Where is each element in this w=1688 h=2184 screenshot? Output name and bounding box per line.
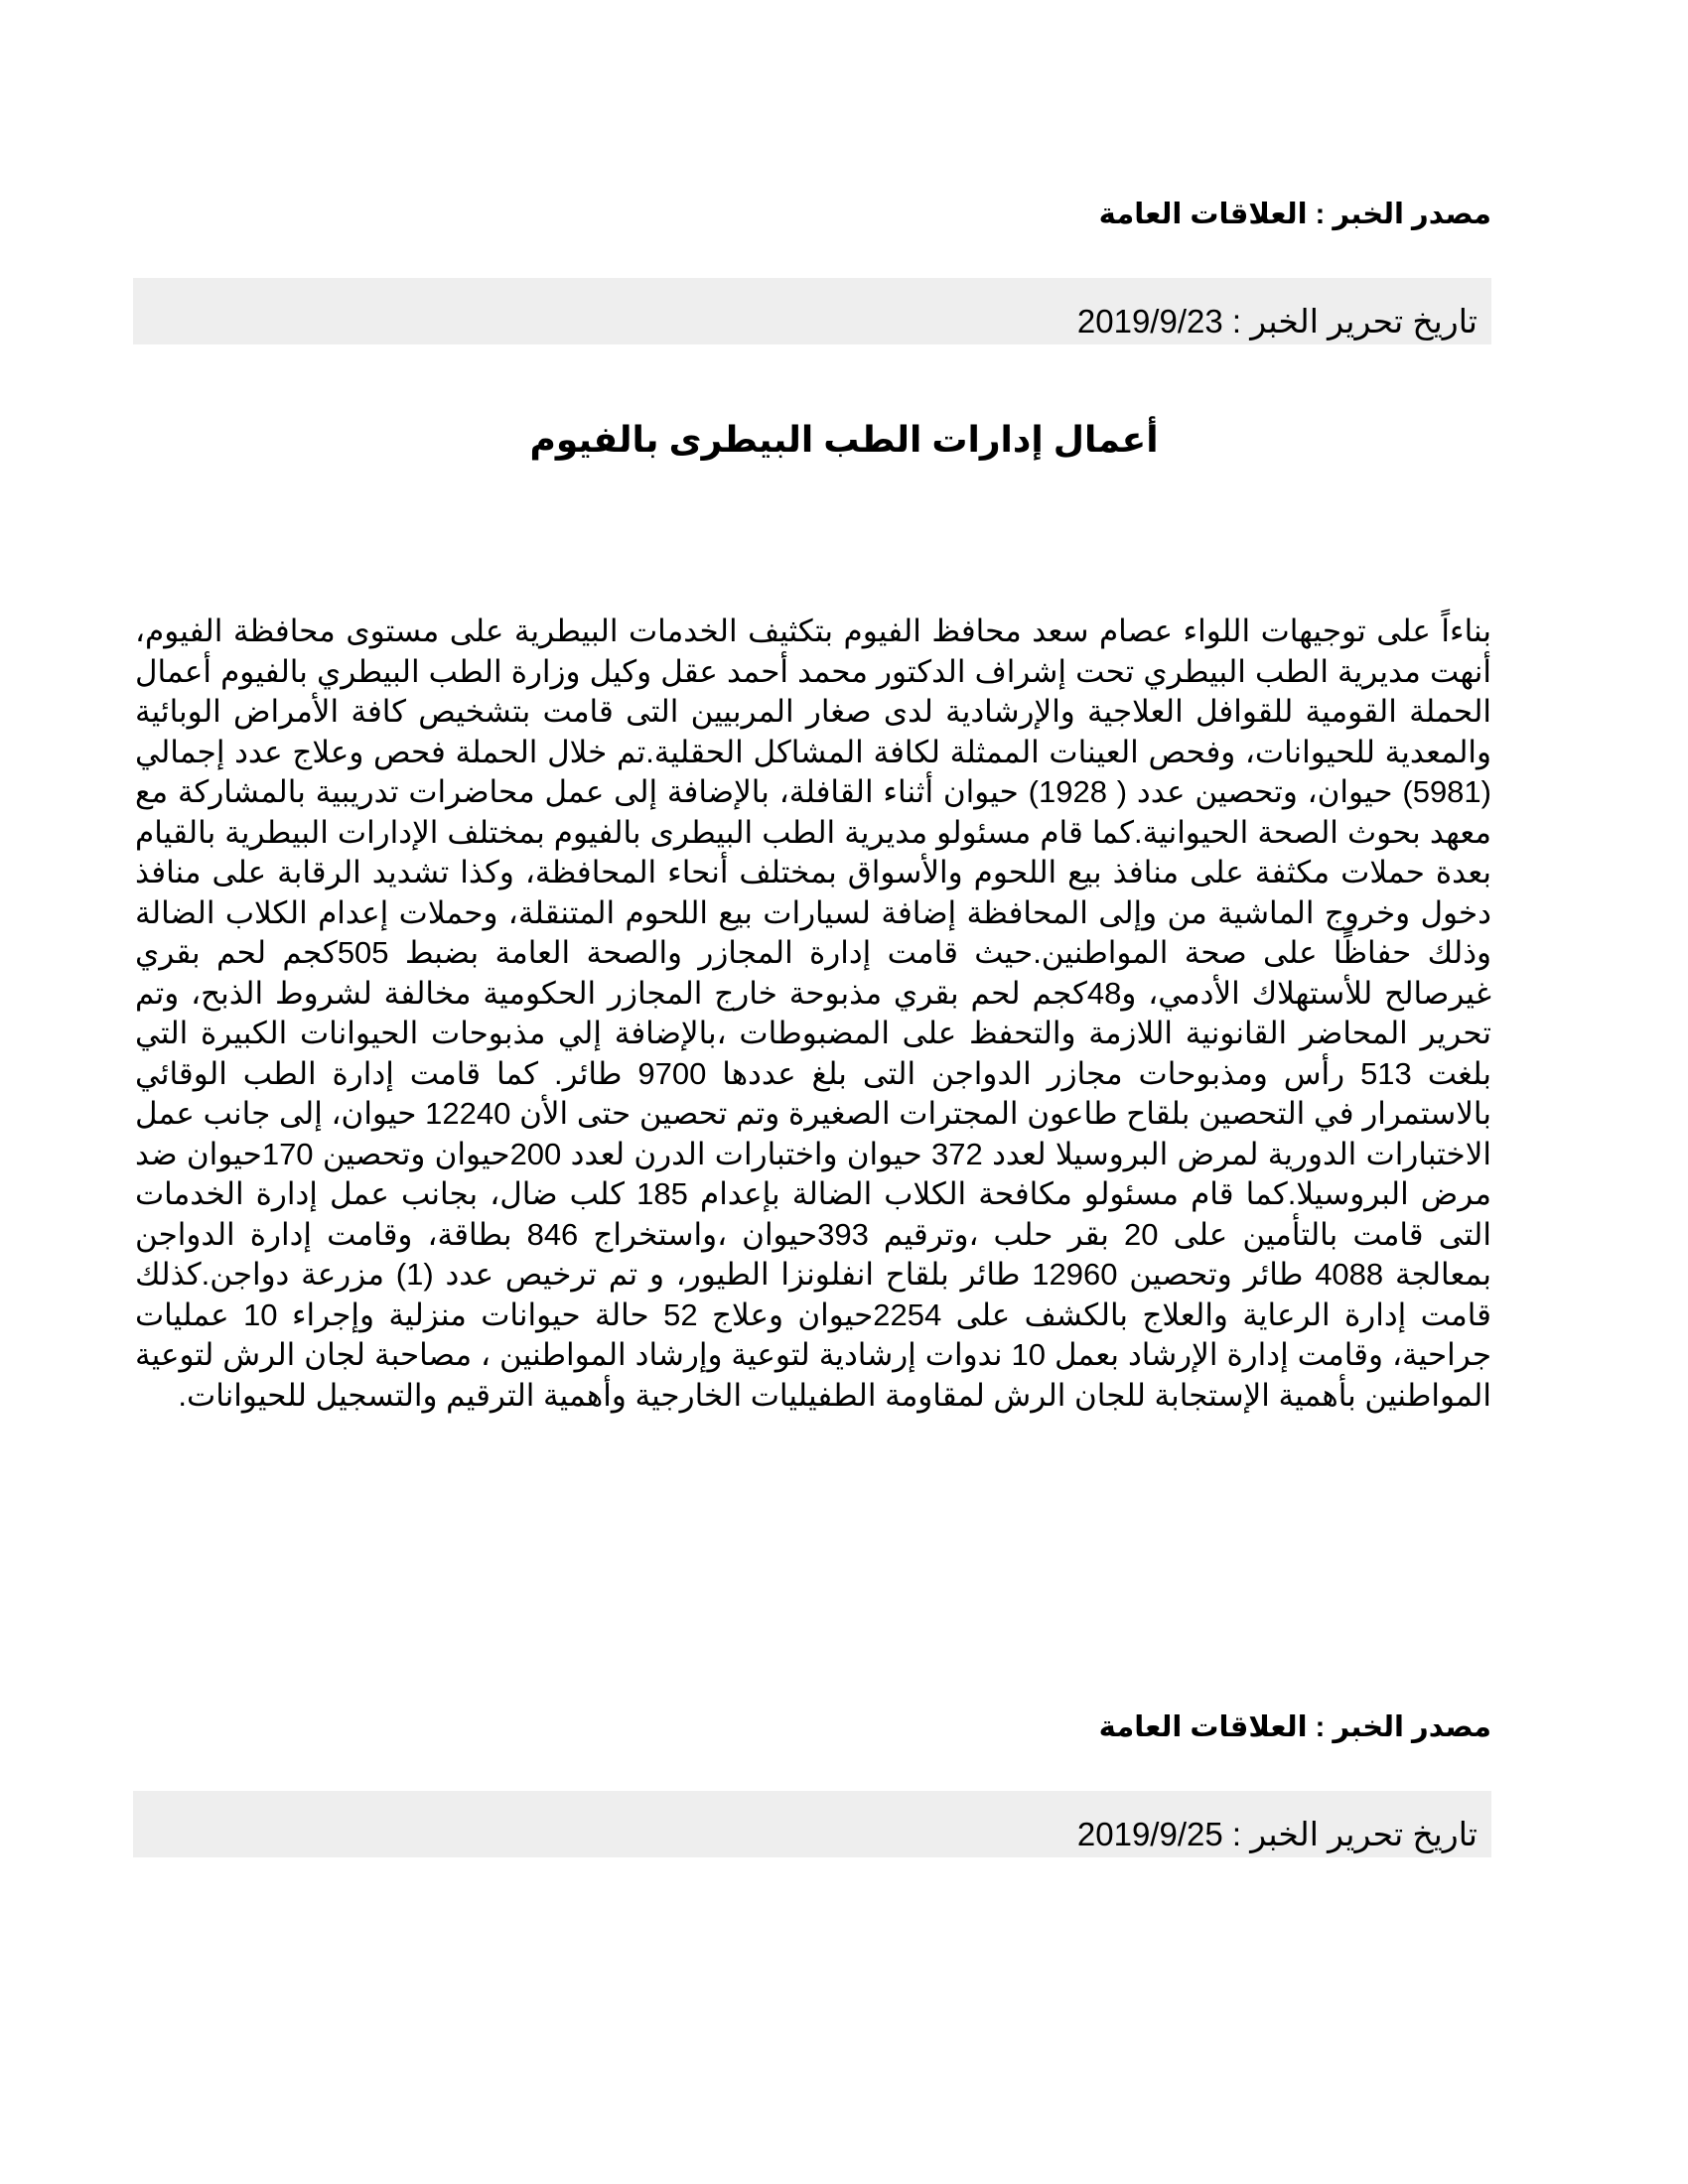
- news-date-label-footer: تاريخ تحرير الخبر : 2019/9/25: [1076, 1816, 1477, 1852]
- date-band-footer: [133, 1791, 1491, 1857]
- news-source-label: مصدر الخبر : العلاقات العامة: [1098, 199, 1491, 230]
- article-title: أعمال إدارات الطب البيطرى بالفيوم: [529, 419, 1159, 460]
- news-date-label: تاريخ تحرير الخبر : 2019/9/23: [1076, 303, 1477, 340]
- article-body: بناءاً على توجيهات اللواء عصام سعد محافظ الفيوم بتكثيف الخدمات البيطرية على مستوى محافظة الفيوم، أنهت مديرية الطب البيطري تحت إشراف الدكتور محمد أحمد عقل وكيل وزارة الطب البيطري بالفيوم أعمال الحملة القومية للقوافل العلاجية والإرشادية لدى صغار المربيين التى قامت بتشخيص كافة الأمراض الوبائية والمعدية للحيوانات، وفحص العينات الممثلة لكافة المشاكل الحقلية.تم خلال الحملة فحص وعلاج عدد إجمالي (5981) حيوان، وتحصين عدد ( 1928) حيوان أثناء القافلة، بالإضافة إلى عمل محاضرات تدريبية بالمشاركة مع معهد بحوث الصحة الحيوانية.كما قام مسئولو مديرية الطب البيطرى بالفيوم بمختلف الإدارات البيطرية بالقيام بعدة حملات مكثفة على منافذ بيع اللحوم والأسواق بمختلف أنحاء المحافظة، وكذا تشديد الرقابة على منافذ دخول وخروج الماشية من وإلى المحافظة إضافة لسيارات بيع اللحوم المتنقلة، وحملات إعدام الكلاب الضالة وذلك حفاظًا على صحة المواطنين.حيث قامت إدارة المجازر والصحة العامة بضبط 505كجم لحم بقري غيرصالح للأستهلاك الأدمي، و48كجم لحم بقري مذبوحة خارج المجازر الحكومية مخالفة لشروط الذبح، وتم تحرير المحاضر القانونية اللازمة والتحفظ على المضبوطات ،بالإضافة إلي مذبوحات الحيوانات الكبيرة التي بلغت 513 رأس ومذبوحات مجازر الدواجن التى بلغ عددها 9700 طائر. كما قامت إدارة الطب الوقائي بالاستمرار في التحصين بلقاح طاعون المجترات الصغيرة وتم تحصين حتى الأن 12240 حيوان، إلى جانب عمل الاختبارات الدورية لمرض البروسيلا لعدد 372 حيوان واختبارات الدرن لعدد 200حيوان وتحصين 170حيوان ضد مرض البروسيلا.كما قام مسئولو مكافحة الكلاب الضالة بإعدام 185 كلب ضال، بجانب عمل إدارة الخدمات التى قامت بالتأمين على 20 بقر حلب ،وترقيم 393حيوان ،واستخراج 846 بطاقة، وقامت إدارة الدواجن بمعالجة 4088 طائر وتحصين 12960 طائر بلقاح انفلونزا الطيور، و تم ترخيص عدد (1) مزرعة دواجن.كذلك قامت إدارة الرعاية والعلاج بالكشف على 2254حيوان وعلاج 52 حالة حيوانات منزلية وإجراء 10 عمليات جراحية، وقامت إدارة الإرشاد بعمل 10 ندوات إرشادية لتوعية وإرشاد المواطنين ، مصاحبة لجان الرش لتوعية المواطنين بأهمية الإستجابة للجان الرش لمقاومة الطفيليات الخارجية وأهمية الترقيم والتسجيل للحيوانات.: [135, 614, 1492, 1413]
- news-source-label-footer: مصدر الخبر : العلاقات العامة: [1098, 1711, 1491, 1743]
- date-band: [133, 278, 1491, 344]
